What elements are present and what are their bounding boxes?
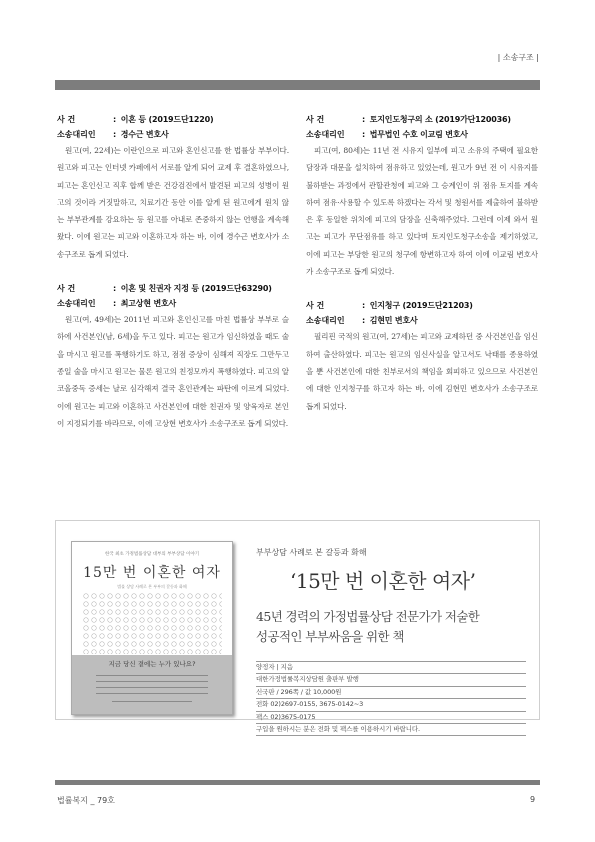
case-body: 필리핀 국적의 원고(여, 27세)는 피고와 교제하던 중 사건본인을 임신하여 출산하였다. 피고는 원고의 임신사실을 알고서도 낙태를 종용하였을 뿐 사건본인에 대한 친부로서의 책임을 회피하고 있으므로 사건본인에 대한 인지청구를 하고자 하는 바, 이에 김현민 변호사가 소송구조로 돕게 되었다.	[306, 332, 538, 411]
attorney-value: 법무법인 수호 이교림 변호사	[369, 130, 468, 139]
ad-detail-line: 구입을 원하시는 분은 전화 및 팩스를 이용하시기 바랍니다.	[256, 724, 526, 736]
case-body: 원고(여, 49세)는 2011년 피고와 혼인신고를 마친 법률상 부부로 슬하에 사건본인(남, 6세)을 두고 있다. 피고는 원고가 임신하였을 때도 술을 마시고 원고를 폭행하기도 하고, 점점 증상이 심해져 직장도 그만두고 종일 술을 마시고 원고는 물론 원고의 친정모까지 폭행하였다. 피고의 알코올중독 증세는 날로 심각해져 결국 혼인관계는 파탄에 이르게 되었다. 이에 원고는 피고와 이혼하고 사건본인에 대한 친권자 및 양육자로 본인이 지정되기를 바라므로, 이에 고상현 변호사가 소송구조로 돕게 되었다.	[57, 315, 289, 428]
attorney-meta: 소송대리인 : 최고상현 변호사	[57, 296, 289, 311]
attorney-meta: 소송대리인 : 경수근 변호사	[57, 127, 289, 142]
case-body: 원고(여, 22세)는 이란인으로 피고와 혼인신고를 한 법률상 부부이다. 원고와 피고는 인터넷 카페에서 서로를 알게 되어 교제 후 결혼하였으나, 피고는 혼인신고 직후 합께 받은 건강검진에서 발견된 피고의 성병이 원고의 것이라 거짓말하고, 치료기간 동안 이를 알게 된 원고에게 원치 않는 부부관계를 강요하는 등 원고를 아내로 존중하지 않는 언행을 계속해왔다. 이에 원고는 피고와 이혼하고자 하는 바, 이에 경수근 변호사가 소송구조로 돕게 되었다.	[57, 146, 289, 259]
case-label: 사 건	[57, 115, 76, 124]
case-value: 이혼 등 (2019드단1220)	[120, 115, 214, 124]
case-meta: 사 건 : 이혼 및 친권자 지정 등 (2019드단63290)	[57, 281, 289, 296]
section-tag: | 소송구조 |	[497, 53, 539, 62]
ad-description-line: 45년 경력의 가정법률상담 전문가가 저술한	[256, 609, 480, 624]
left-column	[57, 112, 289, 450]
book-cover-pattern	[82, 592, 222, 654]
attorney-value: 경수근 변호사	[120, 130, 169, 139]
ad-description	[256, 607, 526, 647]
case-meta: 사 건 : 이혼 등 (2019드단1220)	[57, 112, 289, 127]
attorney-label: 소송대리인	[306, 316, 345, 326]
case-value: 토지인도청구의 소 (2019가단120036)	[369, 115, 511, 124]
ad-detail-line: 대한가정법률복지상담원 출판부 발행	[256, 674, 526, 686]
book-advertisement	[55, 520, 540, 734]
ad-detail-line: 전화 02)2697-0155, 3675-0142~3	[256, 699, 526, 711]
ad-details	[256, 661, 526, 736]
ad-detail-line: 신국판 / 296쪽 / 값 10,000원	[256, 687, 526, 699]
attorney-label: 소송대리인	[57, 130, 96, 139]
book-cover-image	[71, 541, 233, 715]
case-value: 이혼 및 친권자 지정 등 (2019드단63290)	[120, 284, 272, 294]
attorney-label: 소송대리인	[57, 299, 96, 309]
page-number: 9	[530, 795, 536, 804]
book-cover-band	[72, 655, 232, 714]
case-label: 사 건	[306, 115, 325, 124]
ad-title: ‘15만 번 이혼한 여자’	[290, 569, 476, 593]
case-entry	[306, 112, 538, 280]
attorney-meta: 소송대리인 : 김현민 변호사	[306, 313, 538, 328]
case-entry	[57, 281, 289, 432]
ad-detail-line: 양정자 | 지음	[256, 661, 526, 674]
case-label: 사 건	[306, 301, 325, 311]
footer-publication: 법률복지 _ 79호	[57, 796, 115, 805]
right-column	[306, 112, 538, 433]
header-bar	[55, 80, 540, 90]
book-cover-subtitle: 법률 상담 사례로 본 부부의 갈등과 화해	[117, 584, 187, 589]
book-cover-title: 15만 번 이혼한 여자	[83, 565, 221, 581]
case-meta: 사 건 : 인지청구 (2019드단21203)	[306, 298, 538, 313]
attorney-value: 최고상현 변호사	[120, 299, 177, 309]
case-entry	[57, 112, 289, 263]
case-label: 사 건	[57, 284, 76, 294]
case-entry	[306, 298, 538, 414]
book-cover-small-text: 한국 최초 가정법률상담 대부의 부부상담 이야기	[104, 552, 200, 557]
attorney-label: 소송대리인	[306, 130, 345, 139]
case-meta: 사 건 : 토지인도청구의 소 (2019가단120036)	[306, 112, 538, 127]
ad-description-line: 성공적인 부부싸움을 위한 책	[256, 629, 404, 644]
attorney-meta: 소송대리인 : 법무법인 수호 이교림 변호사	[306, 127, 538, 142]
book-cover-band-text: 지금 당신 곁에는 누가 있나요?	[108, 660, 196, 668]
ad-detail-line: 팩스 02)3675-0175	[256, 712, 526, 724]
attorney-value: 김현민 변호사	[369, 316, 418, 326]
case-value: 인지청구 (2019드단21203)	[369, 301, 473, 311]
ad-kicker: 부부상담 사례로 본 갈등과 화해	[256, 548, 367, 557]
case-body: 피고(여, 80세)는 11년 전 시유지 일부에 피고 소유의 주택에 필요한 담장과 대문을 설치하여 점유하고 있었는데, 원고가 9년 전 이 시유지를 불하받는 과정에서 관할관청에 피고와 그 승계인이 위 점유 토지를 계속하여 점유·사용할 수 있도록 하겠다는 각서 및 청원서를 제출하여 불하받은 후 동일한 위치에 피고의 담장을 신축해주었다. 그런데 이제 와서 원고는 피고가 무단점유를 하고 있다며 토지인도청구소송을 제기하였고, 이에 피고는 부당한 원고의 청구에 항변하고자 하여 이에 이교림 변호사가 소송구조로 돕게 되었다.	[306, 146, 538, 277]
footer-bar	[55, 780, 540, 785]
